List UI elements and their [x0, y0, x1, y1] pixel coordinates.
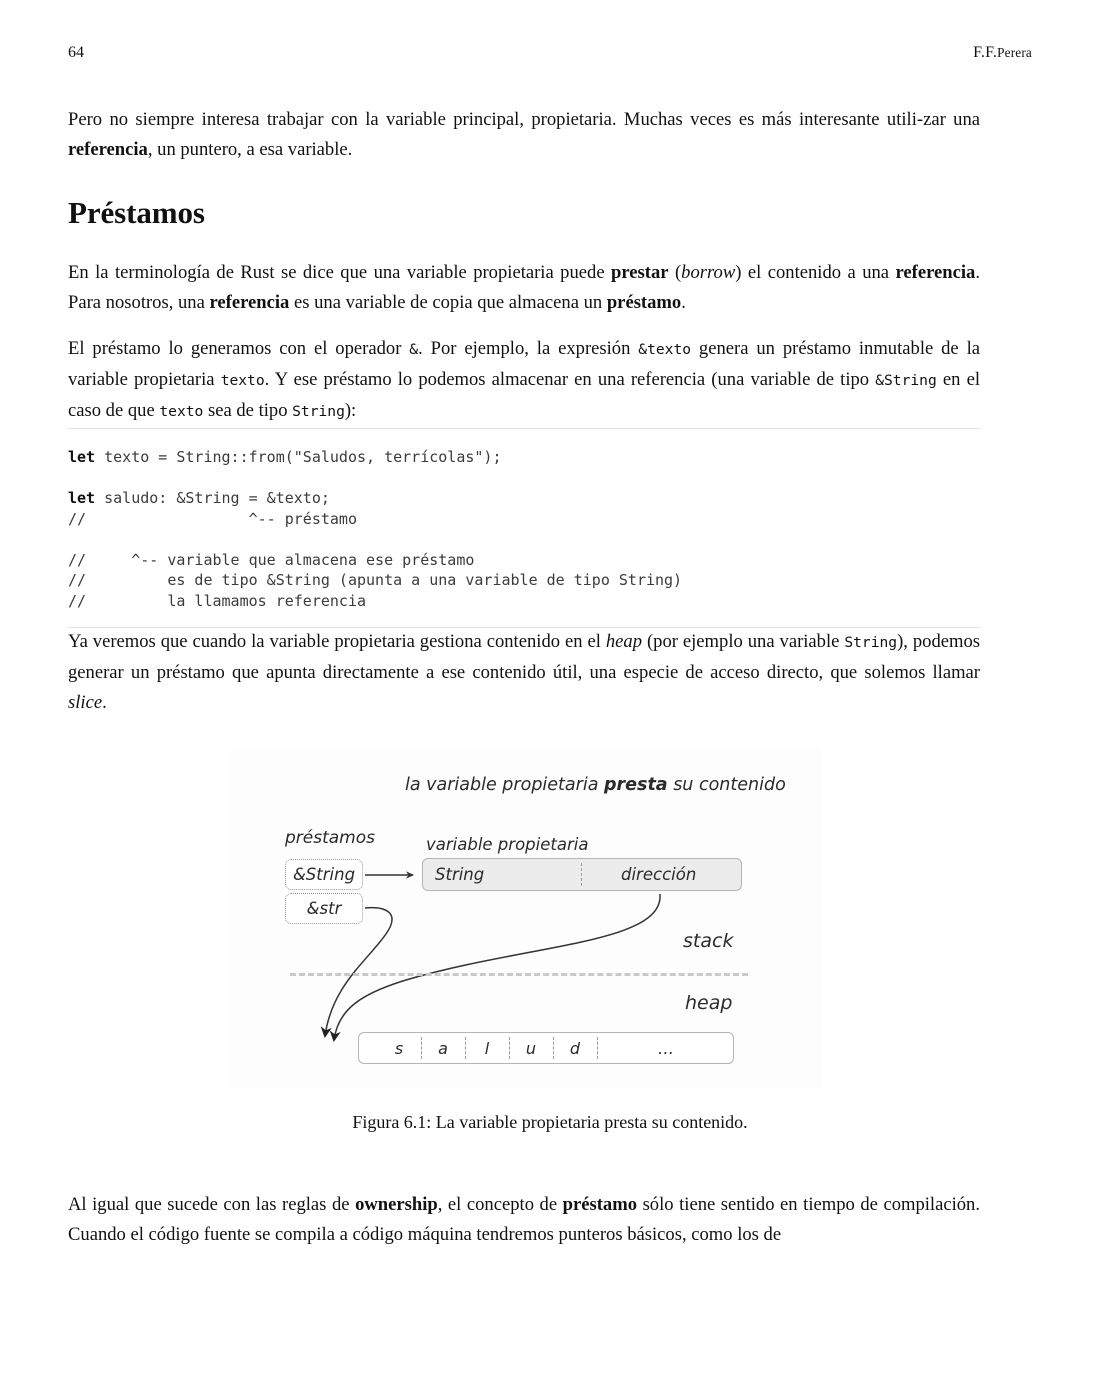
bold-prestar: prestar	[611, 262, 669, 283]
code-line-5: // es de tipo &String (apunta a una variable de tipo String)	[68, 571, 683, 589]
stack-cell-type: String	[435, 865, 485, 884]
code-line-6: // la llamamos referencia	[68, 591, 367, 610]
code-ampersand: &	[409, 341, 419, 358]
intro-line-1: Pero no siempre interesa trabajar con la variable principal, propietaria. Muchas veces es más interesante utili-	[68, 109, 924, 130]
box-heap-buffer	[358, 1032, 734, 1064]
page-title: Préstamos	[68, 195, 205, 230]
code-listing	[68, 428, 980, 628]
label-prestamos: préstamos	[285, 828, 375, 848]
box-owner-variable	[422, 858, 742, 891]
text-run: (	[668, 262, 682, 283]
text-run: El préstamo lo generamos con el operador	[68, 338, 410, 359]
author-surname: Perera	[997, 45, 1032, 60]
bold-referencia-2: referencia	[209, 292, 290, 313]
heap-cell-3: u	[525, 1038, 537, 1058]
paragraph-intro	[68, 105, 980, 165]
text-run: sólo tiene sentido en tiempo de compilación. Cuando el código fuente se compila a código máquina tendremos punteros básicos, como los de	[68, 1194, 981, 1245]
text-run: sea de tipo	[203, 400, 293, 421]
code-texto: texto	[220, 372, 265, 389]
code-string-2: String	[844, 634, 898, 651]
box-amp-string: &String	[285, 859, 363, 890]
code-amp-string: &String	[875, 372, 937, 389]
heap-cell-ellipsis: …	[658, 1038, 674, 1058]
figure-heading-post: su contenido	[667, 775, 786, 795]
bold-referencia: referencia	[895, 262, 976, 283]
bold-ownership: ownership	[355, 1194, 438, 1215]
label-heap: heap	[685, 992, 733, 1014]
code-line-3: // ^-- préstamo	[68, 509, 357, 528]
text-run: Al igual que sucede con las reglas de	[68, 1194, 356, 1215]
text-run: ), podemos generar un préstamo que apunta directamente a ese contenido útil, una especie de acceso directo, que solemos llamar	[68, 631, 981, 683]
text-run: , el concepto de	[437, 1194, 563, 1215]
text-run: . Por ejemplo, la expresión	[418, 338, 639, 359]
text-run: Ya veremos que cuando la variable propietaria gestiona contenido en el	[68, 631, 606, 652]
running-head	[68, 44, 1032, 66]
paragraph-operador	[68, 334, 980, 427]
text-run: es una variable de copia que almacena un	[289, 292, 607, 313]
intro-line-2-pre: zar una	[923, 109, 980, 130]
code-keyword-let-1: let	[68, 448, 96, 466]
heap-cell-2: l	[484, 1038, 490, 1058]
code-line-1: texto = String::from("Saludos, terrícolas");	[95, 448, 502, 466]
box-amp-str: &str	[285, 893, 363, 924]
bold-prestamo: préstamo	[606, 292, 682, 313]
running-head-author	[973, 44, 1032, 62]
stack-box-divider	[581, 863, 582, 886]
italic-slice: slice	[68, 692, 103, 713]
code-line-4: // ^-- variable que almacena ese préstamo	[68, 550, 475, 569]
text-run: . Para nosotros, una	[68, 262, 980, 313]
bold-prestamo-2: préstamo	[562, 1194, 638, 1215]
text-run: .	[102, 692, 107, 713]
label-variable-propietaria: variable propietaria	[426, 835, 589, 854]
intro-line-2-post: , un puntero, a esa variable.	[147, 139, 353, 160]
code-amp-texto: &texto	[638, 341, 692, 358]
code-line-2: saludo: &String = &texto;	[95, 489, 330, 507]
heap-cell-4: d	[569, 1038, 581, 1058]
text-run: En la terminología de Rust se dice que una variable propietaria puede	[68, 262, 612, 283]
text-run: ) el contenido a una	[735, 262, 896, 283]
text-run: (por ejemplo una variable	[642, 631, 845, 652]
intro-bold-referencia: referencia	[68, 139, 148, 160]
heap-cell-1: a	[438, 1038, 448, 1058]
heap-cell-0: s	[394, 1038, 404, 1058]
text-run: en el caso de que	[68, 369, 980, 421]
text-run: .	[681, 292, 686, 313]
code-texto-2: texto	[159, 403, 204, 420]
figure-caption: Figura 6.1: La variable propietaria presta su contenido.	[352, 1112, 748, 1132]
label-stack: stack	[683, 930, 734, 952]
code-keyword-let-2: let	[68, 489, 96, 507]
stack-heap-divider	[290, 973, 748, 976]
code-string: String	[292, 403, 345, 420]
figure-heading-bold: presta	[604, 775, 668, 795]
code-block	[68, 447, 980, 611]
text-run: . Y ese préstamo lo podemos almacenar en una referencia (una variable de tipo	[264, 369, 876, 390]
paragraph-final	[68, 1190, 980, 1250]
figure-heading-pre: la variable propietaria	[405, 775, 604, 795]
text-run: ):	[344, 400, 357, 421]
text-run: genera un préstamo inmutable de la variable propietaria	[68, 338, 980, 390]
italic-borrow: borrow	[681, 262, 736, 283]
stack-cell-address: dirección	[621, 865, 697, 884]
page-number: 64	[68, 44, 84, 61]
paragraph-heap-slice	[68, 627, 980, 718]
figure-heading	[405, 775, 786, 795]
italic-heap: heap	[605, 631, 643, 652]
author-initials: F.F.	[973, 44, 998, 61]
paragraph-terminologia	[68, 258, 980, 318]
